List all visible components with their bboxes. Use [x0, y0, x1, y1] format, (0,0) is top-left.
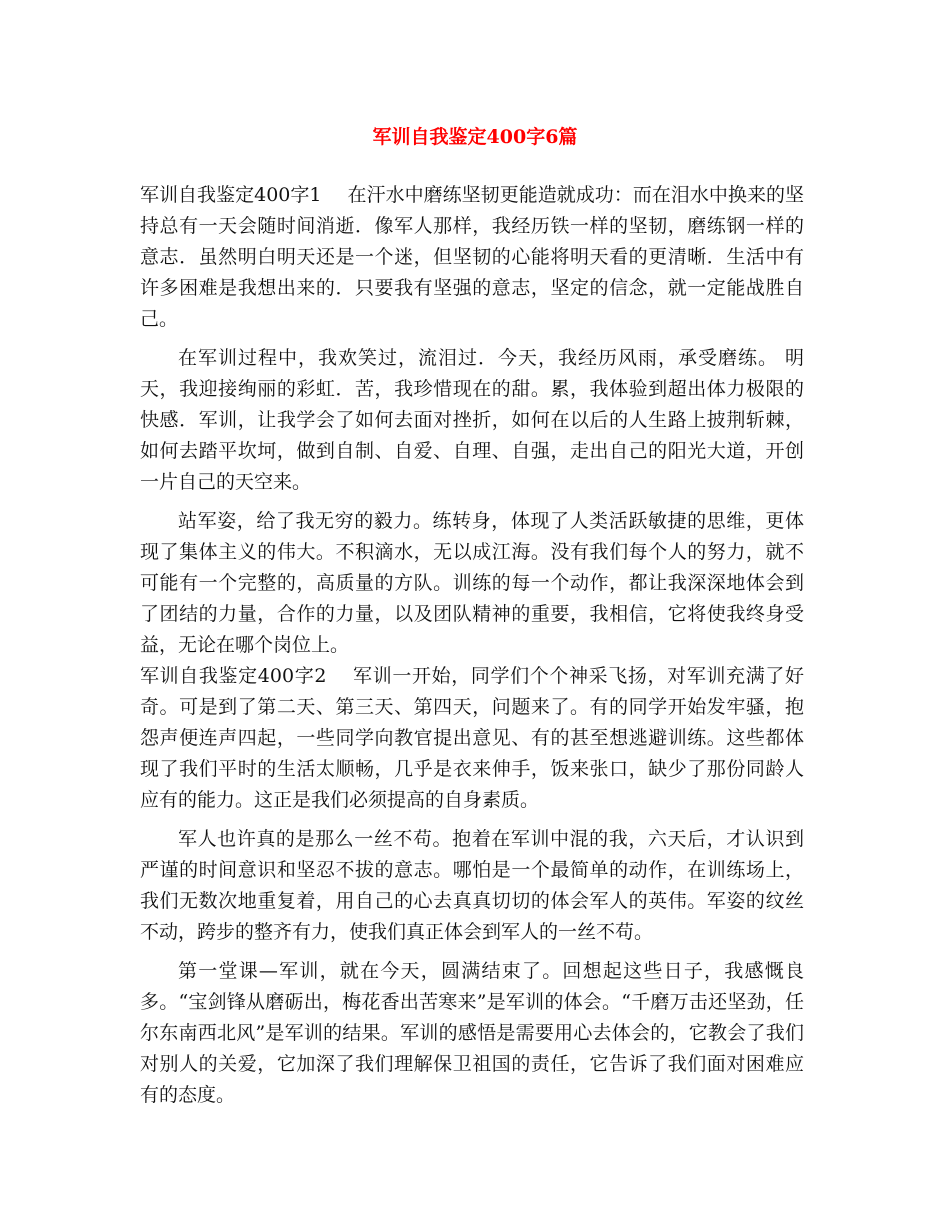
body-paragraph: 站军姿，给了我无穷的毅力。练转身，体现了人类活跃敏捷的思维，更体现了集体主义的伟大。不积滴水，无以成江海。没有我们每个人的努力，就不可能有一个完整的，高质量的方队。训练的每一个动作，都让我深深地体会到了团结的力量，合作的力量，以及团队精神的重要，我相信，它将使我终身受益，无论在哪个岗位上。 — [140, 510, 804, 656]
section-label: 军训自我鉴定400字1 — [140, 184, 322, 206]
body-paragraph: 第一堂课—军训，就在今天，圆满结束了。回想起这些日子，我感慨良多。“宝剑锋从磨砺出，梅花香出苦寒来”是军训的体会。“千磨万击还坚劲，任尔东南西北风”是军训的结果。军训的感悟是需要用心去体会的，它教会了我们对别人的关爱，它加深了我们理解保卫祖国的责任，它告诉了我们面对困难应有的态度。 — [140, 960, 804, 1106]
paragraph-text: 在汗水中磨练坚韧更能造就成功：而在泪水中换来的坚持总有一天会随时间消逝．像军人那样，我经历铁一样的坚韧，磨练钢一样的意志．虽然明白明天还是一个迷，但坚韧的心能将明天看的更清晰．生活中有许多困难是我想出来的．只要我有坚强的意志，坚定的信念，就一定能战胜自己。 — [140, 184, 804, 330]
section-paragraph — [140, 661, 804, 816]
section-label: 军训自我鉴定400字2 — [140, 665, 327, 687]
body-paragraph: 在军训过程中，我欢笑过，流泪过．今天，我经历风雨，承受磨练。 明天，我迎接绚丽的彩虹．苦，我珍惜现在的甜。累，我体验到超出体力极限的快感．军训，让我学会了如何去面对挫折，如何在以后的人生路上披荆斩棘，如何去踏平坎坷，做到自制、自爱、自理、自强，走出自己的阳光大道，开创一片自己的天空来。 — [140, 347, 804, 493]
paragraph-text: 军训一开始，同学们个个神采飞扬，对军训充满了好奇。可是到了第二天、第三天、第四天，问题来了。有的同学开始发牢骚，抱怨声便连声四起，一些同学向教官提出意见、有的甚至想逃避训练。这些都体现了我们平时的生活太顺畅，几乎是衣来伸手，饭来张口，缺少了那份同龄人应有的能力。这正是我们必须提高的自身素质。 — [140, 665, 804, 811]
document-body — [140, 180, 804, 1111]
document-title: 军训自我鉴定400字6篇 — [372, 126, 578, 148]
section-paragraph — [140, 180, 804, 335]
body-paragraph: 军人也许真的是那么一丝不苟。抱着在军训中混的我，六天后，才认识到严谨的时间意识和坚忍不拔的意志。哪怕是一个最简单的动作，在训练场上，我们无数次地重复着，用自己的心去真真切切的体会军人的英伟。军姿的纹丝不动，跨步的整齐有力，使我们真正体会到军人的一丝不苟。 — [140, 828, 804, 943]
